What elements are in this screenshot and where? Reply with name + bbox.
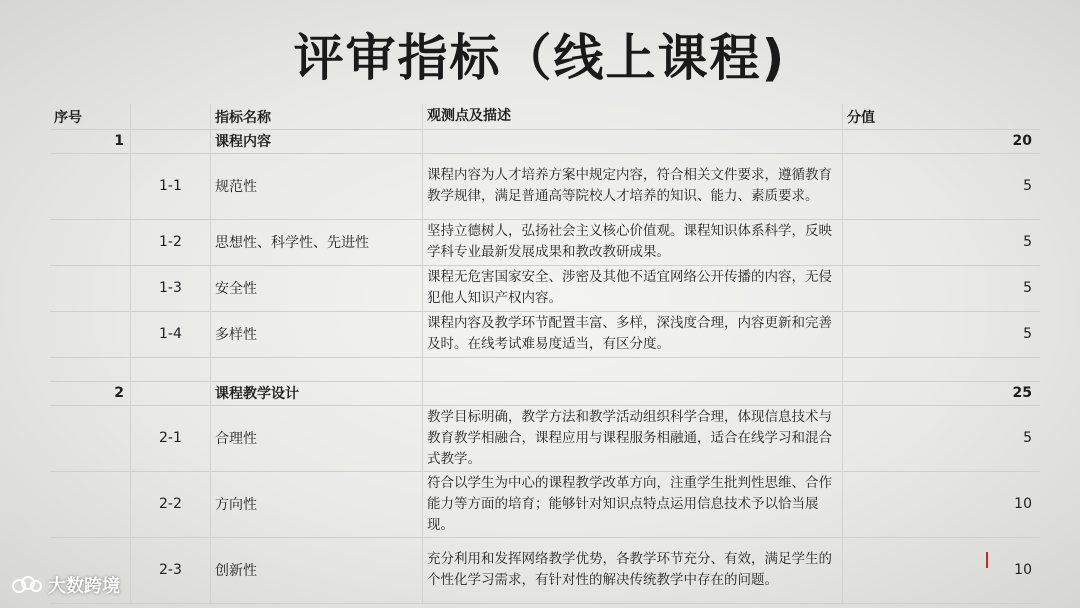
page-title: 评审指标（线上课程) [293, 29, 787, 87]
row-seq [50, 357, 130, 381]
row-desc: 课程内容为人才培养方案中规定内容，符合相关文件要求，遵循教育教学规律，满足普通高等院校人才培养的知识、能力、素质要求。 [422, 153, 842, 219]
header-score: 分值 [842, 104, 1040, 129]
row-score: 20 [842, 129, 1040, 153]
row-name: 安全性 [210, 265, 422, 311]
table-row [50, 405, 1040, 472]
row-sub: 1-2 [130, 219, 210, 265]
row-desc: 教学目标明确，教学方法和教学活动组织科学合理，体现信息技术与教育教学相融合，课程应用与课程服务相融通，适合在线学习和混合式教学。 [422, 405, 842, 471]
row-name: 课程教学设计 [210, 381, 422, 405]
table-row [50, 153, 1040, 220]
table-row-empty [50, 357, 1040, 382]
row-sub [130, 381, 210, 405]
table-header-row [50, 104, 1040, 130]
row-sub: 1-3 [130, 265, 210, 311]
row-seq [50, 471, 130, 537]
header-name: 指标名称 [210, 104, 422, 129]
row-score: 5 [842, 219, 1040, 265]
table-row [50, 471, 1040, 538]
row-desc [422, 357, 842, 381]
cloud-logo-icon [10, 575, 44, 595]
row-desc: 课程无危害国家安全、涉密及其他不适宜网络公开传播的内容，无侵犯他人知识产权内容。 [422, 265, 842, 311]
watermark [10, 572, 120, 598]
table-row [50, 265, 1040, 312]
row-score: 25 [842, 381, 1040, 405]
row-desc: 课程内容及教学环节配置丰富、多样，深浅度合理，内容更新和完善及时。在线考试难易度适当，有区分度。 [422, 311, 842, 357]
row-desc: 充分利用和发挥网络教学优势，各教学环节充分、有效，满足学生的个性化学习需求，有针对性的解决传统教学中存在的问题。 [422, 537, 842, 603]
watermark-text: 大数跨境 [48, 576, 120, 597]
table-row [50, 537, 1040, 604]
row-desc: 坚持立德树人，弘扬社会主义核心价值观。课程知识体系科学，反映学科专业最新发展成果和教改教研成果。 [422, 219, 842, 265]
header-desc: 观测点及描述 [422, 104, 842, 129]
table-row [50, 311, 1040, 358]
row-name: 多样性 [210, 311, 422, 357]
row-seq [50, 405, 130, 471]
row-name: 方向性 [210, 471, 422, 537]
row-sub: 1-4 [130, 311, 210, 357]
row-sub [130, 357, 210, 381]
row-seq [50, 311, 130, 357]
row-sub: 2-3 [130, 537, 210, 603]
row-seq: 2 [114, 385, 124, 401]
row-sub: 1-1 [130, 153, 210, 219]
table-row [50, 129, 1040, 154]
row-score: 10 [842, 537, 1040, 603]
row-name: 课程内容 [210, 129, 422, 153]
row-score: 5 [842, 311, 1040, 357]
red-cursor-mark [986, 552, 988, 568]
row-sub [130, 129, 210, 153]
row-score: 5 [842, 153, 1040, 219]
row-desc [422, 129, 842, 153]
row-score [842, 357, 1040, 381]
row-name: 合理性 [210, 405, 422, 471]
row-score: 5 [842, 265, 1040, 311]
row-seq [50, 265, 130, 311]
row-sub: 2-2 [130, 471, 210, 537]
row-name: 创新性 [210, 537, 422, 603]
row-seq: 1 [114, 133, 124, 149]
table-row [50, 381, 1040, 406]
row-desc [422, 381, 842, 405]
row-seq [50, 153, 130, 219]
row-name: 规范性 [210, 153, 422, 219]
header-seq: 序号 [54, 109, 82, 126]
header-sub [130, 104, 210, 129]
row-sub: 2-1 [130, 405, 210, 471]
row-score: 10 [842, 471, 1040, 537]
row-name [210, 357, 422, 381]
row-score: 5 [842, 405, 1040, 471]
row-name: 思想性、科学性、先进性 [210, 219, 422, 265]
row-desc: 符合以学生为中心的课程教学改革方向，注重学生批判性思维、合作能力等方面的培育；能够针对知识点特点运用信息技术予以恰当展现。 [422, 471, 842, 537]
table-row [50, 219, 1040, 266]
row-seq [50, 219, 130, 265]
